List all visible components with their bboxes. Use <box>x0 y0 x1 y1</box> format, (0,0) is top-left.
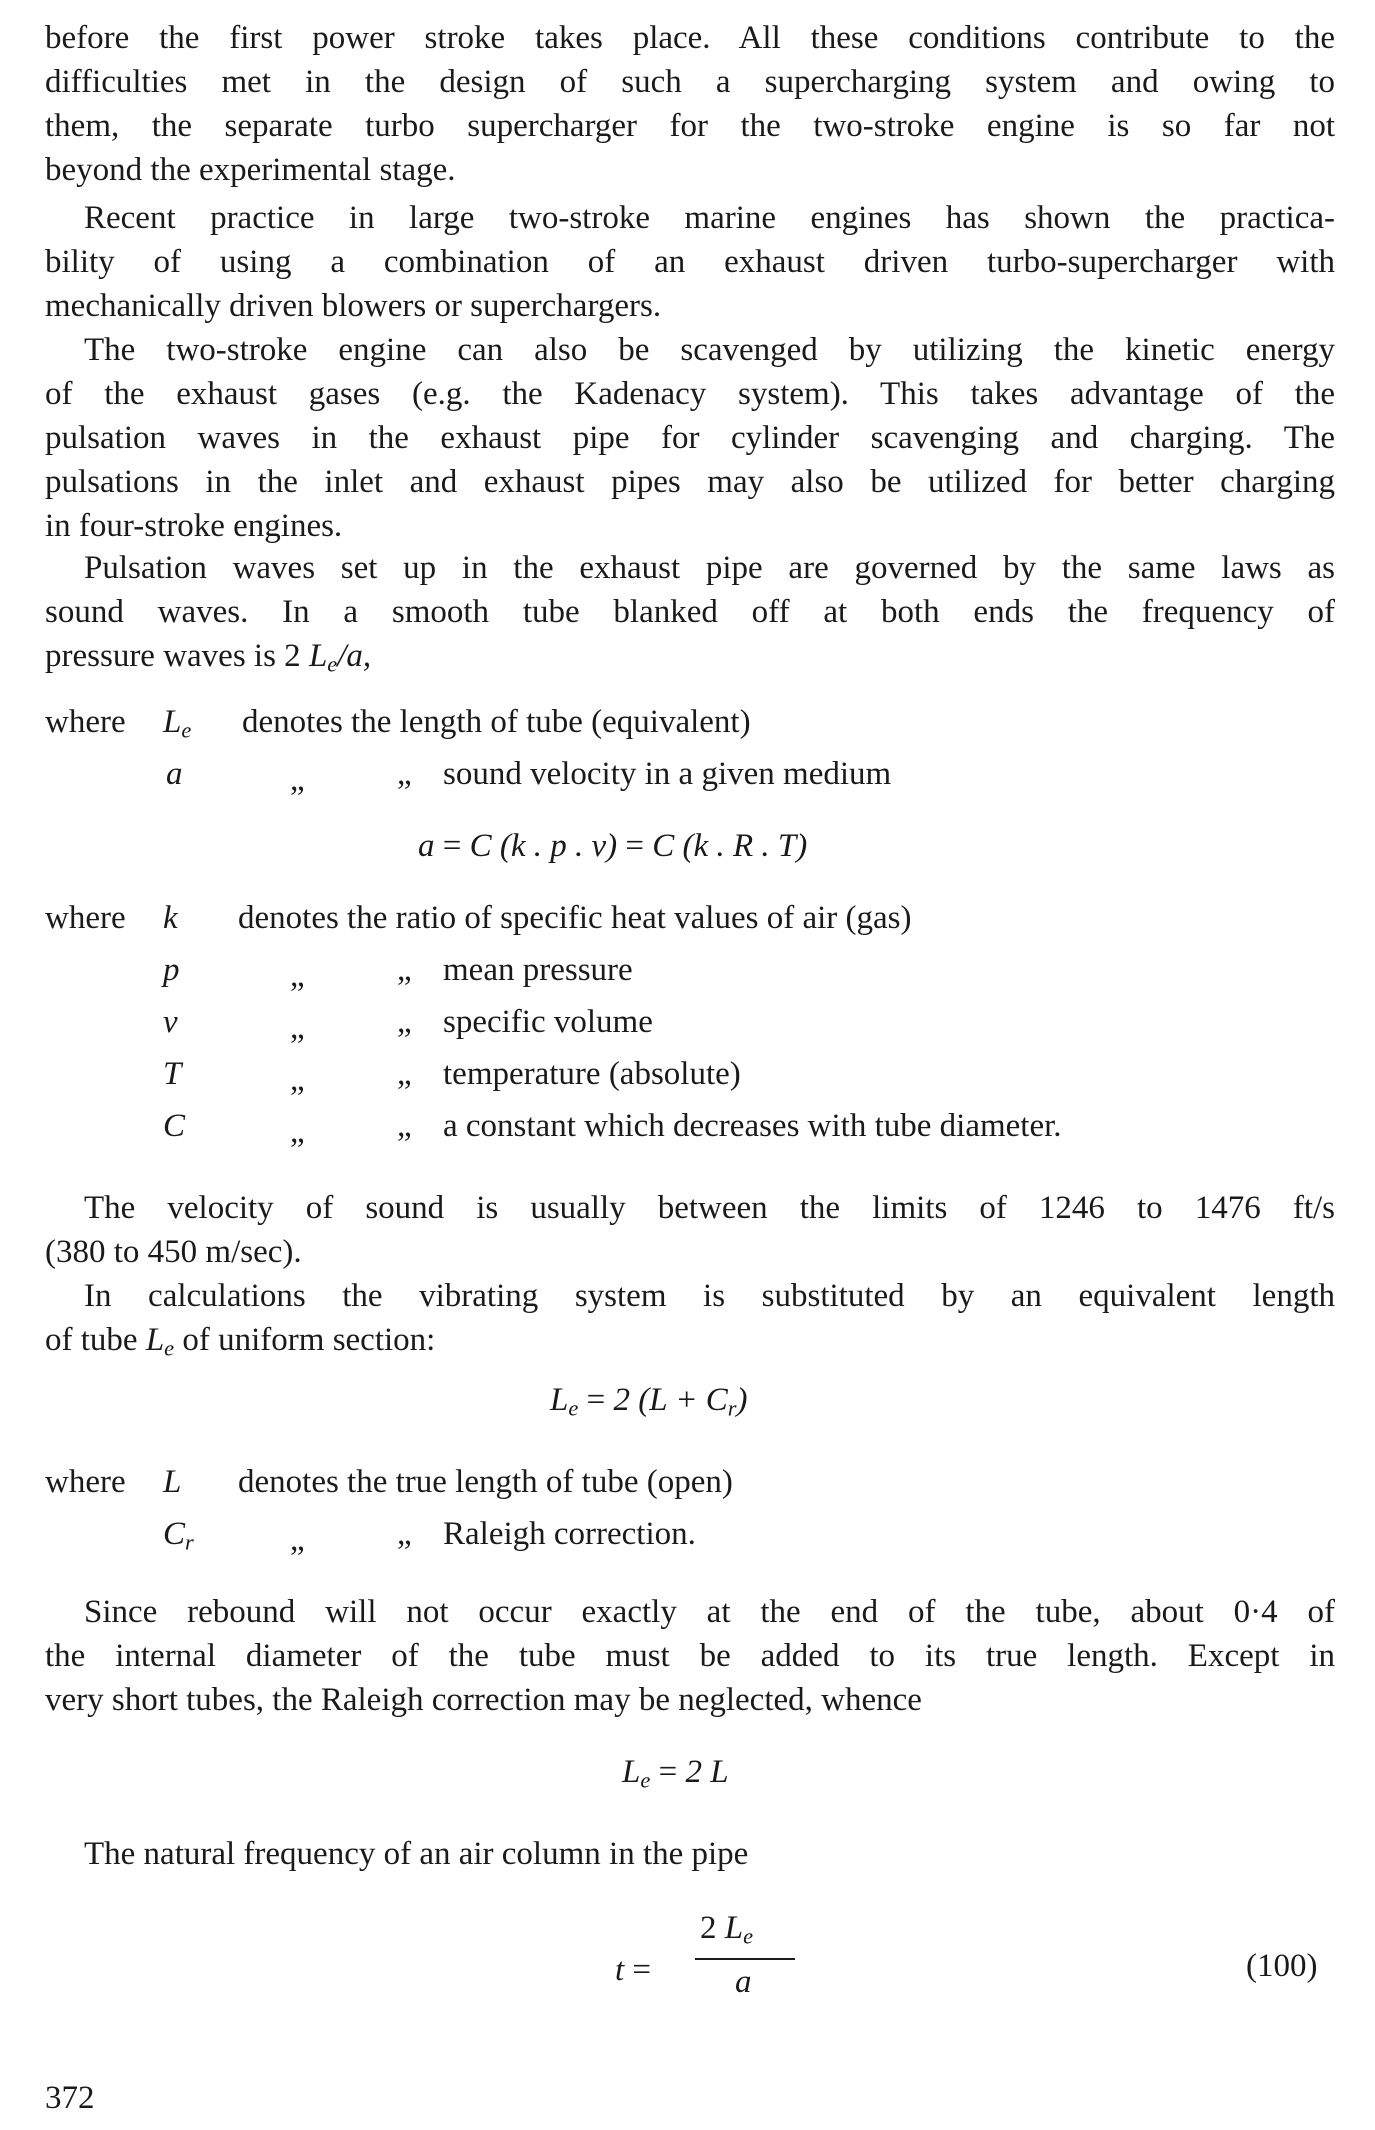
text-line: the internal diameter of the tube must be added to its true length. Except in <box>45 1638 1335 1674</box>
text-run: of tube <box>45 1322 146 1358</box>
definition-text: mean pressure <box>443 952 633 988</box>
math-symbol: L <box>724 1910 744 1946</box>
equation: $L_e = 2$ L <box>622 1754 729 1793</box>
math-expression: C (k . p . v) <box>469 828 618 864</box>
ditto-mark: „ <box>397 1056 412 1092</box>
text-line: (380 to 450 m/sec). <box>45 1234 302 1270</box>
text-line: The two-stroke engine can also be scavenged by utilizing the kinetic energy <box>84 332 1335 368</box>
math-subscript: r <box>185 1529 194 1555</box>
ditto-mark: „ <box>397 952 412 988</box>
math-subscript: e <box>164 1335 175 1361</box>
math-symbol: a <box>418 828 435 864</box>
fraction-bar <box>695 1958 795 1960</box>
text-line: difficulties met in the design of such a supercharging system and owing to <box>45 64 1335 100</box>
ditto-mark: „ <box>290 1062 305 1098</box>
equation: $L_e = 2$ $(L + C_r)$ <box>550 1382 748 1421</box>
math-symbol: a <box>166 756 183 792</box>
math-subscript: e <box>640 1767 651 1793</box>
math-symbol: t = <box>615 1952 652 1988</box>
math-symbol: C <box>163 1108 186 1144</box>
definition-row <box>45 1052 1335 1096</box>
definition-text: Raleigh correction. <box>443 1516 696 1552</box>
definition-text: sound velocity in a given medium <box>443 756 892 792</box>
equation-fraction <box>615 1900 875 2020</box>
symbol: L <box>163 704 182 740</box>
text-line: them, the separate turbo supercharger for the two-stroke engine is so far not <box>45 108 1335 144</box>
text-line: pulsation waves in the exhaust pipe for cylinder scavenging and charging. The <box>45 420 1335 456</box>
definition-text: temperature (absolute) <box>443 1056 741 1092</box>
math-subscript: e <box>743 1923 754 1949</box>
ditto-mark: „ <box>397 756 412 792</box>
text-line: Recent practice in large two-stroke marine engines has shown the practica- <box>84 200 1335 236</box>
math-expression: C (k . R . T) <box>652 828 808 864</box>
equation: a = C (k . p . v) = C (k . R . T) <box>418 828 808 864</box>
symbol: t <box>615 1952 625 1988</box>
math-symbol: k <box>163 900 178 936</box>
definition-text: denotes the true length of tube (open) <box>238 1464 733 1500</box>
ditto-mark: „ <box>290 958 305 994</box>
math-symbol: /a, <box>337 638 372 674</box>
math-symbol: L <box>622 1754 641 1790</box>
definition-text: a constant which decreases with tube diameter. <box>443 1108 1062 1144</box>
text-line: In calculations the vibrating system is substituted by an equivalent length <box>84 1278 1335 1314</box>
definition-row <box>45 1460 1335 1504</box>
math-symbol: p <box>163 952 180 988</box>
text-line: Since rebound will not occur exactly at the end of the tube, about 0·4 of <box>84 1594 1335 1630</box>
math-symbol: L <box>308 638 328 674</box>
math-symbol: T <box>163 1056 182 1092</box>
math-symbol: v <box>163 1004 178 1040</box>
definition-row <box>45 700 1335 744</box>
math-symbol <box>163 700 191 744</box>
text-line: The velocity of sound is usually between the limits of 1246 to 1476 ft/s <box>84 1190 1335 1226</box>
text-line: The natural frequency of an air column in the pipe <box>84 1836 749 1872</box>
paragraph <box>45 1590 1335 1722</box>
where-label: where <box>45 704 126 740</box>
math-expression: 2 <box>700 1910 725 1946</box>
text-line: beyond the experimental stage. <box>45 152 456 188</box>
definition-row <box>45 948 1335 992</box>
text-line: mechanically driven blowers or superchargers. <box>45 288 662 324</box>
paragraph <box>45 1274 1335 1362</box>
math-expression: ) <box>736 1382 748 1418</box>
ditto-mark: „ <box>397 1004 412 1040</box>
ditto-mark: „ <box>290 762 305 798</box>
math-expression: 2 L <box>685 1754 729 1790</box>
definition-text: denotes the length of tube (equivalent) <box>242 704 751 740</box>
equation-number: (100) <box>1246 1948 1318 1984</box>
text-line: Pulsation waves set up in the exhaust pipe are governed by the same laws as <box>84 550 1335 586</box>
definition-row <box>45 1104 1335 1148</box>
text-line: of the exhaust gases (e.g. the Kadenacy system). This takes advantage of the <box>45 376 1335 412</box>
definition-row <box>45 1000 1335 1044</box>
symbol: C <box>163 1516 186 1552</box>
math-expression: 2 (L + <box>613 1382 706 1418</box>
math-subscript: e <box>181 717 192 743</box>
text-run: pressure waves is 2 <box>45 638 309 674</box>
definition-text: denotes the ratio of specific heat values of air (gas) <box>238 900 912 936</box>
math-symbol: L <box>145 1322 165 1358</box>
text-line: sound waves. In a smooth tube blanked off at both ends the frequency of <box>45 594 1335 630</box>
math-symbol: C <box>705 1382 728 1418</box>
text-line <box>45 634 1335 678</box>
ditto-mark: „ <box>290 1010 305 1046</box>
definition-row <box>45 752 1335 796</box>
fraction-numerator <box>700 1910 753 1947</box>
math-subscript: r <box>727 1395 737 1421</box>
ditto-mark: „ <box>290 1114 305 1150</box>
ditto-mark: „ <box>290 1522 305 1558</box>
text-line: bility of using a combination of an exhaust driven turbo-supercharger with <box>45 244 1335 280</box>
fraction-denominator: a <box>735 1964 752 2000</box>
paragraph <box>45 16 1335 192</box>
paragraph <box>45 196 1335 328</box>
paragraph <box>45 546 1335 678</box>
ditto-mark: „ <box>397 1108 412 1144</box>
page-number: 372 <box>45 2080 95 2116</box>
text-line: very short tubes, the Raleigh correction may be neglected, whence <box>45 1682 922 1718</box>
paragraph <box>45 328 1335 548</box>
where-label: where <box>45 1464 126 1500</box>
paragraph <box>45 1186 1335 1274</box>
math-subscript: e <box>568 1395 579 1421</box>
where-label: where <box>45 900 126 936</box>
text-line: in four-stroke engines. <box>45 508 343 544</box>
math-symbol: L <box>163 1464 182 1500</box>
text-run: of uniform section: <box>174 1322 436 1358</box>
text-line: before the first power stroke takes place. All these conditions contribute to the <box>45 20 1335 56</box>
math-subscript: e <box>327 651 338 677</box>
ditto-mark: „ <box>397 1516 412 1552</box>
paragraph <box>45 1832 1335 1876</box>
definition-row <box>45 1512 1335 1556</box>
definition-row <box>45 896 1335 940</box>
text-line: pulsations in the inlet and exhaust pipes may also be utilized for better charging <box>45 464 1335 500</box>
text-line <box>45 1318 1335 1362</box>
math-symbol: L <box>550 1382 569 1418</box>
definition-text: specific volume <box>443 1004 653 1040</box>
math-symbol <box>163 1512 194 1556</box>
